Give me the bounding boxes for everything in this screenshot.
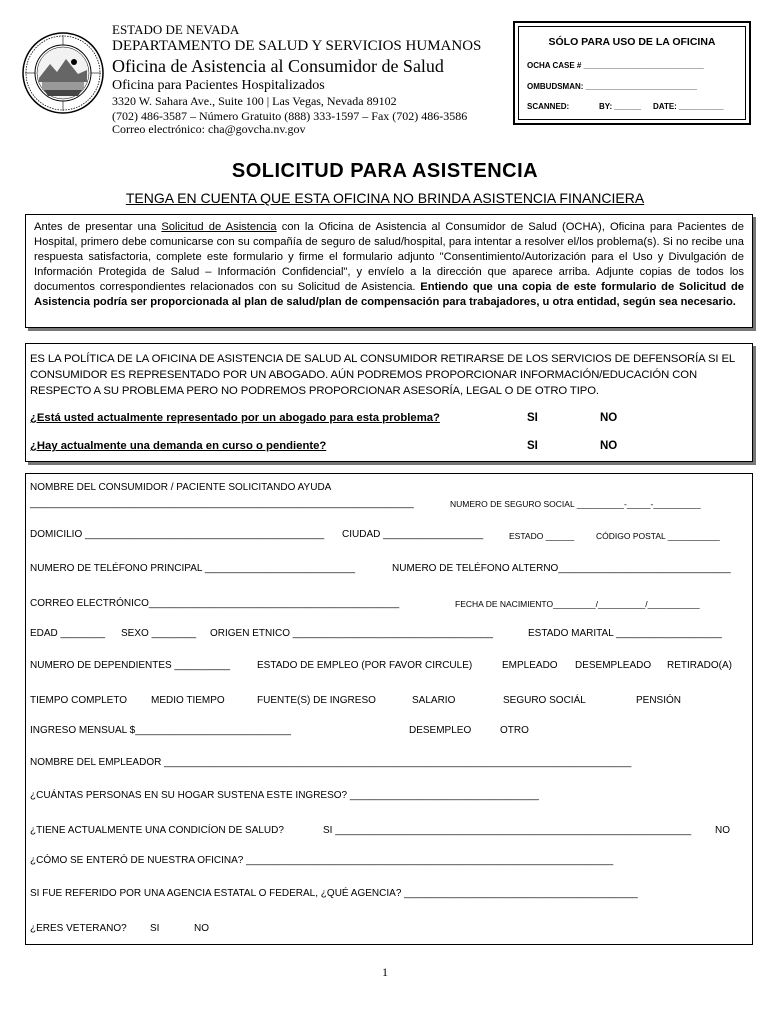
- email-field[interactable]: CORREO ELECTRÓNICO_____________________________________________: [30, 598, 400, 609]
- scanned-date-field[interactable]: DATE: __________: [653, 102, 724, 111]
- nevada-state-seal: [22, 32, 104, 114]
- sub-office-name: Oficina para Pacientes Hospitalizados: [112, 78, 325, 93]
- intro-part-2: con la Oficina de Asistencia al Consumidor de Salud (OCHA), Oficina para Pacientes de Hospital, primero debe comunicarse con su compañía de seguro de salud/hospital, para intentar a resolver el/los problema(s). Si no recibe una respuesta satisfactoria, complete este formulario y firme el formulario adjunto "Consentimiento/Autorización para el Uso y Divulgación de Información Protegida de Salud – Información Confidencial", y envíelo a la dirección que aparece arriba. Adjunte copias de todos los documentos correspondientes relacionados con su Solicitud de Asistencia.: [34, 221, 744, 294]
- alternate-phone-field[interactable]: NUMERO DE TELÉFONO ALTERNO_______________________________: [392, 563, 731, 574]
- ssn-field[interactable]: NUMERO DE SEGURO SOCIAL __________-_____-__________: [450, 499, 701, 509]
- ethnic-origin-field[interactable]: ORIGEN ETNICO ____________________________________: [210, 628, 493, 639]
- how-found-field[interactable]: ¿CÓMO SE ENTERÓ DE NUESTRA OFICINA? __________________________________________________________________: [30, 855, 614, 866]
- lawsuit-question: ¿Hay actualmente una demanda en curso o pendiente?: [30, 440, 327, 452]
- attorney-yes-option[interactable]: SI: [527, 412, 538, 424]
- attorney-question: ¿Está usted actualmente representado por un abogado para esta problema?: [30, 412, 440, 424]
- employed-option[interactable]: EMPLEADO: [502, 660, 558, 671]
- part-time-option[interactable]: MEDIO TIEMPO: [151, 695, 225, 706]
- state-field[interactable]: ESTADO ______: [509, 531, 575, 541]
- unemployment-option[interactable]: DESEMPLEO: [409, 725, 472, 736]
- full-time-option[interactable]: TIEMPO COMPLETO: [30, 695, 128, 706]
- lawsuit-yes-option[interactable]: SI: [527, 440, 538, 452]
- office-phones: (702) 486-3587 – Número Gratuito (888) 333-1597 – Fax (702) 486-3586: [112, 109, 468, 123]
- household-count-field[interactable]: ¿CUÁNTAS PERSONAS EN SU HOGAR SUSTENA ESTE INGRESO? __________________________________: [30, 790, 539, 801]
- address-field[interactable]: DOMICILIO ___________________________________________: [30, 529, 325, 540]
- intro-text: [34, 220, 744, 311]
- applicant-form: [25, 473, 753, 945]
- unemployed-option[interactable]: DESEMPLEADO: [575, 660, 652, 671]
- policy-text: ES LA POLÍTICA DE LA OFICINA DE ASISTENCIA DE SALUD AL CONSUMIDOR RETIRARSE DE LOS SERVICIOS DE DEFENSORÍA SI EL CONSUMIDOR ES REPRESENTADO POR UN ABOGADO. AÚN PODREMOS PROPORCIONAR INFORMACIÓN/EDUCACIÓN CON RESPECTO A SU PROBLEMA PERO NO PODREMOS PROPORCIONAR ASESORÍA, LEGAL O DE OTRO TIPO.: [30, 353, 735, 397]
- policy-box: [25, 343, 753, 462]
- employment-status-label: ESTADO DE EMPLEO (POR FAVOR CIRCULE): [257, 660, 473, 671]
- lawsuit-no-option[interactable]: NO: [600, 440, 618, 452]
- attorney-no-option[interactable]: NO: [600, 412, 618, 424]
- birth-date-field[interactable]: FECHA DE NACIMIENTO_________/__________/___________: [455, 599, 700, 609]
- intro-bold-statement: Entiendo que una copia de este formulario de Solicitud de Asistencia podría ser proporcionada al plan de salud/plan de compensación para trabajadores, u otra entidad, según sea necesario.: [34, 281, 744, 309]
- office-use-title: SÓLO PARA USO DE LA OFICINA: [548, 36, 716, 48]
- veteran-label: ¿ERES VETERANO?: [30, 923, 127, 934]
- ocha-case-field[interactable]: OCHA CASE # ___________________________: [527, 61, 704, 70]
- retired-option[interactable]: RETIRADO(A): [667, 660, 732, 671]
- department-name: DEPARTAMENTO DE SALUD Y SERVICIOS HUMANOS: [112, 38, 482, 54]
- referring-agency-field[interactable]: SI FUE REFERIDO POR UNA AGENCIA ESTATAL O FEDERAL, ¿QUÉ AGENCIA? __________________________________________: [30, 888, 638, 899]
- intro-part-1: Antes de presentar una: [34, 221, 162, 233]
- primary-phone-field[interactable]: NUMERO DE TELÉFONO PRINCIPAL ___________________________: [30, 563, 356, 574]
- health-condition-no-option[interactable]: NO: [715, 825, 730, 836]
- marital-status-field[interactable]: ESTADO MARITAL ___________________: [528, 628, 722, 639]
- page-number: 1: [382, 965, 388, 979]
- office-use-box: [513, 21, 751, 125]
- office-email: Correo electrónico: cha@govcha.nv.gov: [112, 122, 306, 136]
- office-address: 3320 W. Sahara Ave., Suite 100 | Las Vegas, Nevada 89102: [112, 94, 397, 108]
- dependents-field[interactable]: NUMERO DE DEPENDIENTES __________: [30, 660, 231, 671]
- form-title: SOLICITUD PARA ASISTENCIA: [231, 160, 539, 182]
- form-subtitle: TENGA EN CUENTA QUE ESTA OFICINA NO BRINDA ASISTENCIA FINANCIERA: [125, 190, 645, 206]
- salary-option[interactable]: SALARIO: [412, 695, 456, 706]
- other-income-option[interactable]: OTRO: [500, 725, 529, 736]
- pension-option[interactable]: PENSIÓN: [636, 695, 682, 706]
- state-name: ESTADO DE NEVADA: [112, 22, 240, 37]
- income-source-label: FUENTE(S) DE INGRESO: [257, 695, 376, 706]
- ombudsman-field[interactable]: OMBUDSMAN: _________________________: [527, 82, 697, 91]
- scanned-label: SCANNED:: [527, 102, 570, 111]
- consumer-name-label: NOMBRE DEL CONSUMIDOR / PACIENTE SOLICITANDO AYUDA: [30, 482, 332, 493]
- city-field[interactable]: CIUDAD __________________: [342, 529, 484, 540]
- age-field[interactable]: EDAD ________: [30, 628, 106, 639]
- veteran-yes-option[interactable]: SI: [150, 923, 160, 934]
- monthly-income-field[interactable]: INGRESO MENSUAL $____________________________: [30, 725, 291, 736]
- zip-field[interactable]: CÓDIGO POSTAL ___________: [596, 531, 720, 541]
- scanned-by-field[interactable]: BY: ______: [599, 102, 642, 111]
- social-security-option[interactable]: SEGURO SOCIÁL: [503, 695, 586, 706]
- office-name: Oficina de Asistencia al Consumidor de Salud: [112, 56, 444, 76]
- health-condition-yes-field[interactable]: SI ________________________________________________________________: [323, 825, 692, 836]
- health-condition-label: ¿TIENE ACTUALMENTE UNA CONDICÍON DE SALUD?: [30, 825, 284, 836]
- intro-box: [25, 214, 753, 328]
- consumer-name-field[interactable]: _____________________________________________________________________: [30, 498, 414, 509]
- employer-name-field[interactable]: NOMBRE DEL EMPLEADOR ____________________________________________________________________________________: [30, 757, 632, 768]
- veteran-no-option[interactable]: NO: [194, 923, 209, 934]
- intro-request-link: Solicitud de Asistencia: [161, 221, 277, 233]
- sex-field[interactable]: SEXO ________: [121, 628, 197, 639]
